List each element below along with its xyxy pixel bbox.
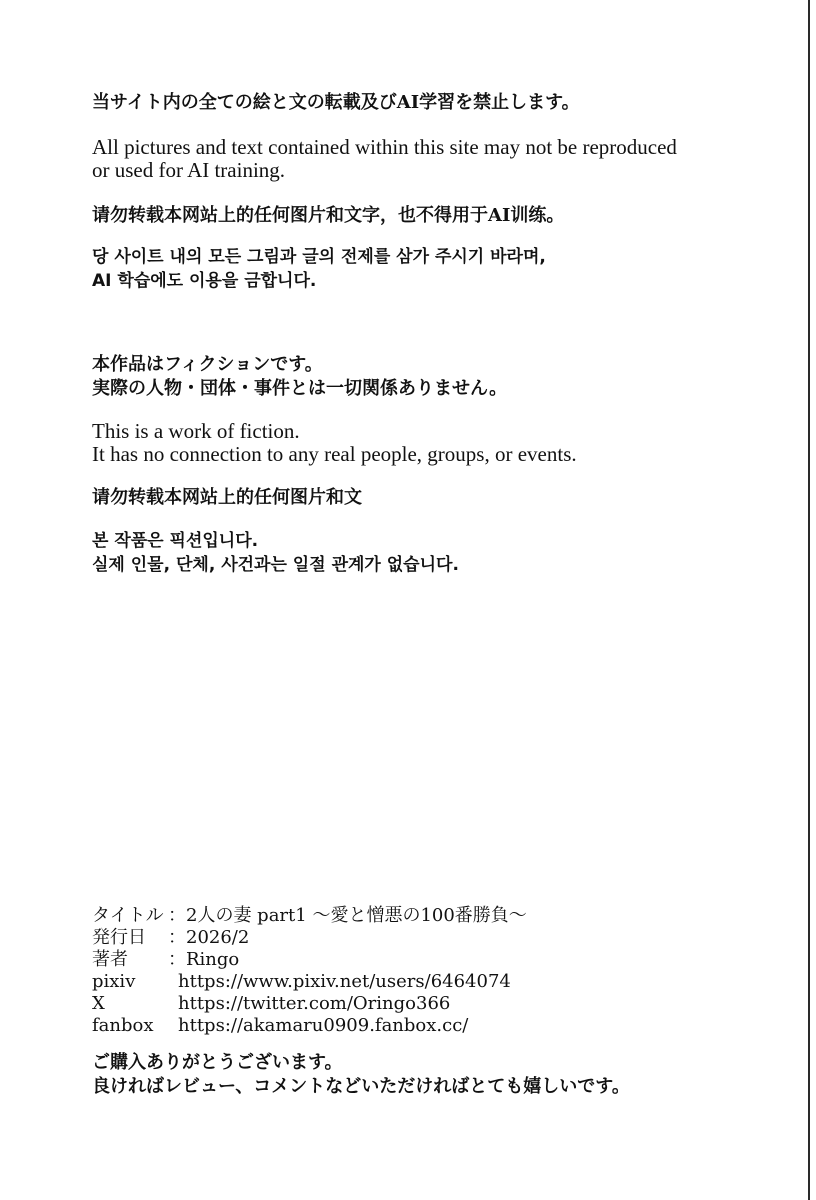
credit-date-label: 発行日 — [92, 927, 146, 948]
fiction-english-line-2: It has no connection to any real people, groups, or events. — [92, 442, 577, 466]
fiction-japanese-line-2: 実際の人物・団体・事件とは一切関係ありません。 — [92, 378, 508, 399]
fiction-chinese: 请勿转载本网站上的任何图片和文 — [92, 487, 362, 508]
notice-english-line-1: All pictures and text contained within this site may not be reproduced — [92, 135, 677, 159]
credit-date-value: ：2026/2 — [168, 927, 250, 948]
credit-x-link: https://twitter.com/Oringo366 — [178, 993, 451, 1014]
notice-english-line-2: or used for AI training. — [92, 158, 286, 182]
credit-title-value: ：2人の妻 part1 〜愛と憎悪の100番勝負〜 — [168, 905, 527, 926]
notice-korean-line-1: 당 사이트 내의 모든 그림과 글의 전제를 삼가 주시기 바라며, — [92, 247, 546, 267]
credit-author-value: ：Ringo — [168, 949, 240, 970]
credit-author-label: 著者 — [92, 949, 128, 970]
page-edge-border — [808, 0, 810, 1200]
fiction-english-line-1: This is a work of fiction. — [92, 419, 300, 443]
credit-x-label: X — [92, 993, 105, 1014]
credit-fanbox-label: fanbox — [92, 1015, 154, 1036]
notice-chinese: 请勿转载本网站上的任何图片和文字，也不得用于AI训练。 — [92, 205, 565, 226]
credit-pixiv-link: https://www.pixiv.net/users/6464074 — [178, 971, 511, 992]
fiction-korean-line-2: 실제 인물, 단체, 사건과는 일절 관계가 없습니다. — [92, 555, 459, 575]
thanks-line-2: 良ければレビュー、コメントなどいただければとても嬉しいです。 — [92, 1076, 630, 1097]
fiction-korean-line-1: 본 작품은 픽션입니다. — [92, 531, 259, 551]
credit-fanbox-link: https://akamaru0909.fanbox.cc/ — [178, 1015, 469, 1036]
notice-korean-line-2: AI 학습에도 이용을 금합니다. — [92, 271, 317, 291]
credit-pixiv-label: pixiv — [92, 971, 136, 992]
fiction-japanese-line-1: 本作品はフィクションです。 — [92, 354, 323, 375]
thanks-line-1: ご購入ありがとうございます。 — [92, 1052, 343, 1073]
notice-japanese: 当サイト内の全ての絵と文の転載及びAI学習を禁止します。 — [92, 92, 580, 113]
credit-title-label: タイトル — [92, 905, 164, 926]
